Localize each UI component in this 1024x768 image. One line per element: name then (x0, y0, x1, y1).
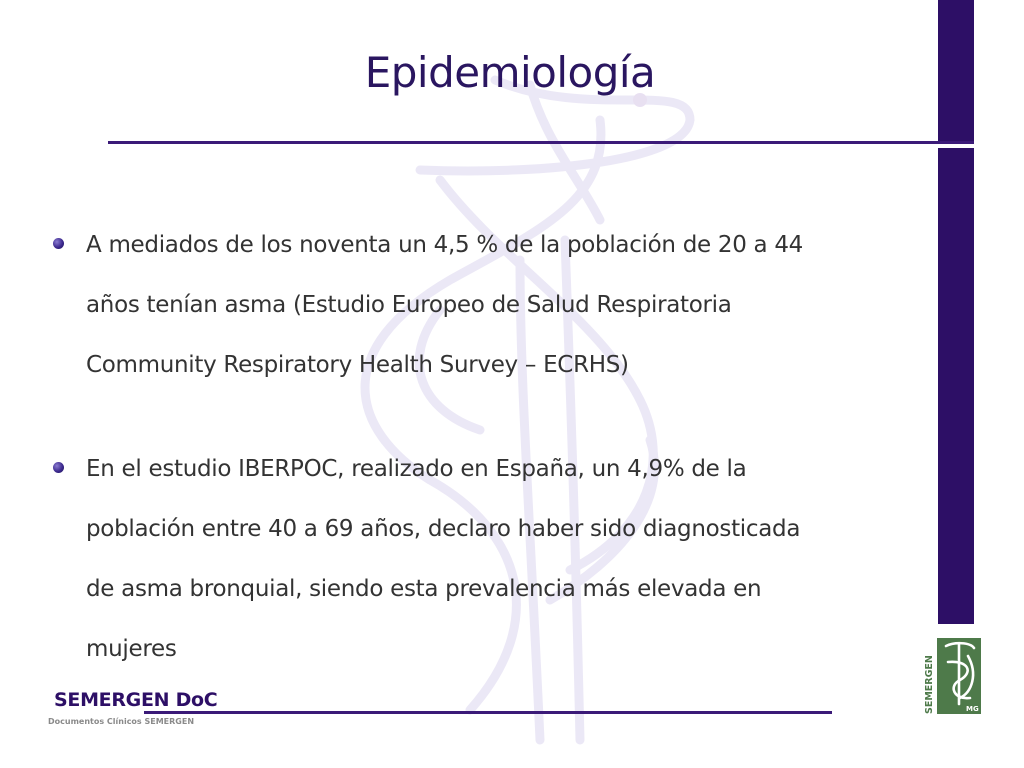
footer-divider (144, 711, 832, 714)
bullet-line: mujeres (86, 636, 177, 662)
bullet-item (50, 215, 920, 395)
bullet-line: población entre 40 a 69 años, declaro haber sido diagnosticada (86, 516, 801, 542)
bullet-line: años tenían asma (Estudio Europeo de Salud Respiratoria (86, 292, 732, 318)
right-accent-bar-bottom (938, 148, 974, 624)
title-divider (108, 141, 974, 144)
logo-small-text: MG (966, 705, 979, 713)
logo-vertical-text: SEMERGEN (924, 655, 935, 714)
bullet-line: Community Respiratory Health Survey – ECRHS) (86, 352, 629, 378)
footer-brand: SEMERGEN DoC (54, 689, 218, 711)
bullet-dot-icon (53, 238, 64, 249)
bullet-line: de asma bronquial, siendo esta prevalencia más elevada en (86, 576, 762, 602)
bullet-list (50, 215, 920, 679)
slide-title: Epidemiología (364, 48, 656, 97)
bullet-item (50, 439, 920, 679)
footer-subtitle: Documentos Clínicos SEMERGEN (48, 717, 195, 726)
bullet-line: En el estudio IBERPOC, realizado en España, un 4,9% de la (86, 456, 747, 482)
bullet-line: A mediados de los noventa un 4,5 % de la población de 20 a 44 (86, 232, 804, 258)
semergen-logo-icon (920, 634, 984, 718)
bullet-dot-icon (53, 462, 64, 473)
